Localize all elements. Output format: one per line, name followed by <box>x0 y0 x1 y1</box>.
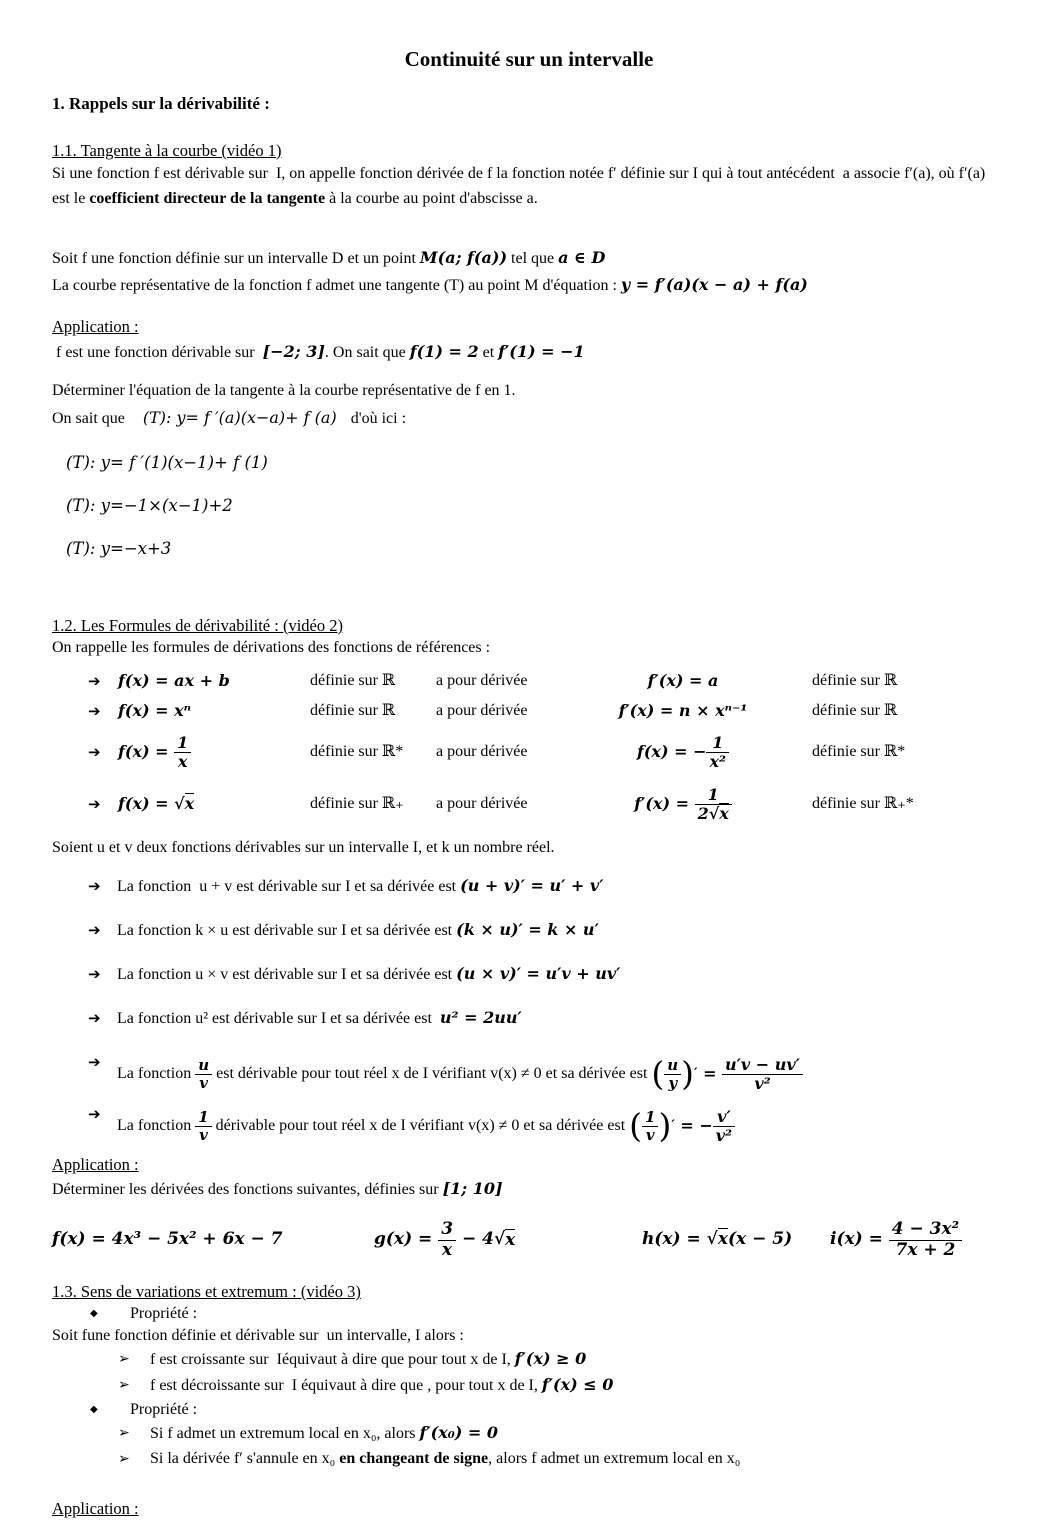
sqrt-radicand: x <box>719 803 729 823</box>
arrow-bullet-icon: ➔ <box>88 1053 101 1071</box>
fraction: $\frac{v'}{\text{v²}}$ <box>713 1108 735 1145</box>
domain-cell: définie sur ℝ <box>310 672 396 689</box>
application-2-heading: Application : <box>52 1155 139 1174</box>
fraction: $\frac{1}{v}$ <box>642 1109 658 1144</box>
fraction: $\frac{1}{2√x}$ <box>695 786 732 823</box>
prime-mark: ′ <box>694 1066 698 1081</box>
function-i: i(x) = $\frac{\text{4 − 3x²}}{7x + 2}$ <box>830 1220 962 1259</box>
diamond-bullet-icon: ◆ <box>90 1308 98 1319</box>
formula-cell: f(x) = $\frac{1}{x}$ <box>118 734 310 771</box>
determiner-line: Déterminer l'équation de la tangente à la courbe représentative de f en 1. <box>52 382 516 399</box>
arrowhead-bullet-icon: ➢ <box>118 1425 130 1441</box>
domain-cell: définie sur ℝ₊ <box>310 795 404 812</box>
arrow-bullet-icon: ➔ <box>88 671 101 690</box>
arrow-bullet-icon: ➔ <box>88 921 101 939</box>
arrow-bullet-icon: ➔ <box>88 794 101 813</box>
extremum-rule-1: ➢ Si f admet un extremum local en x₀, alors f′(x₀) = 0 <box>118 1421 1006 1447</box>
domain-cell: définie sur ℝ <box>310 702 396 719</box>
fraction: $\frac{u}{v}$ <box>195 1057 212 1092</box>
arrow-bullet-icon: ➔ <box>88 965 101 983</box>
fraction: $\frac{u'v - uv'}{\text{v²}}$ <box>722 1056 803 1093</box>
function-g: g(x) = $\frac{3}{x}$ − 4√x <box>374 1219 516 1260</box>
sqrt-radicand: x <box>184 794 195 813</box>
math-tangent-formula: y = f′(a)(x − a) + f(a) <box>620 275 808 294</box>
criterion-decreasing: ➢ f est décroissante sur I équivaut à dire que , pour tout x de I, f′(x) ≤ 0 <box>118 1373 1006 1399</box>
derivation-intro: On rappelle les formules de dérivations des fonctions de références : <box>52 639 491 656</box>
derivative-cell: f′(x) = a <box>647 671 719 690</box>
property-2-bullet: ◆ Propriété : <box>88 1398 1006 1421</box>
mid-cell: a pour dérivée <box>436 743 528 760</box>
derivative-row-linear <box>88 667 1006 695</box>
math-generic-tangent: (T): y= f ′(a)(x−a)+ f (a) <box>142 408 337 427</box>
mid-cell: a pour dérivée <box>436 672 528 689</box>
sqrt-radicand: x <box>505 1229 516 1250</box>
functions-line <box>52 1209 1006 1271</box>
property-1-bullet: ◆ Propriété : <box>88 1302 1006 1325</box>
derivative-cell: f(x) = − $\frac{1}{\text{x²}}$ <box>554 734 812 771</box>
rule-item-product: ➔ La fonction u × v est dérivable sur I et sa dérivée est (u × v)′ = u′v + uv′ <box>88 961 1006 988</box>
sqrt-radicand: x <box>717 1229 728 1250</box>
application-1-heading: Application : <box>52 317 139 336</box>
function-h: h(x) = √x(x − 5) <box>642 1229 793 1250</box>
fraction: $\frac{1}{v}$ <box>195 1109 211 1144</box>
domain-cell: définie sur ℝ <box>812 672 898 689</box>
formula-cell: f(x) = √x <box>118 794 195 813</box>
prime-mark: ′ <box>671 1118 675 1133</box>
function-f: f(x) = 4x³ − 5x² + 6x − 7 <box>52 1229 283 1250</box>
math-condition: f′(x) ≤ 0 <box>541 1374 614 1394</box>
derivative-cell: f′(x) = $\frac{1}{2√x}$ <box>554 786 812 823</box>
math-rule: (u + v)′ = u′ + v′ <box>460 876 604 895</box>
derivative-row-power <box>88 695 1006 727</box>
section-1-1-heading: 1.1. Tangente à la courbe (vidéo 1) <box>52 141 282 160</box>
page-title: Continuité sur un intervalle <box>404 47 654 71</box>
math-condition: f′(x₀) = 0 <box>419 1423 498 1442</box>
fraction: $\frac{1}{x}$ <box>174 734 191 771</box>
domain-cell: définie sur ℝ* <box>310 743 404 760</box>
fraction: $\frac{1}{\text{x²}}$ <box>706 734 729 771</box>
extremum-rule-2: ➢ Si la dérivée f′ s'annule en x₀ en changeant de signe, alors f admet un extremum local en x₀ <box>118 1447 1006 1472</box>
tangent-eq-step-3: (T): y=−x+3 <box>66 539 172 558</box>
property-1-intro: Soit fune fonction définie et dérivable sur un intervalle, I alors : <box>52 1327 464 1344</box>
arrow-bullet-icon: ➔ <box>88 877 101 895</box>
application-3-heading: Application : <box>52 1499 139 1518</box>
section-1-2-heading: 1.2. Les Formules de dérivabilité : (vidéo 2) <box>52 616 343 635</box>
bold-segment: coefficient directeur de la tangente <box>89 190 326 207</box>
math-rule: (k × u)′ = k × u′ <box>456 920 599 939</box>
courbe-line: La courbe représentative de la fonction f admet une tangente (T) au point M d'équation : y = f′(a)(x − a) + f(a) <box>52 275 808 294</box>
soient-line: Soient u et v deux fonctions dérivables sur un intervalle I, et k un nombre réel. <box>52 839 555 856</box>
rule-item-scalar: ➔ La fonction k × u est dérivable sur I et sa dérivée est (k × u)′ = k × u′ <box>88 917 1006 944</box>
tangent-eq-step-2: (T): y=−1×(x−1)+2 <box>66 496 233 515</box>
math-point-M: M(a; f(a)) <box>419 248 508 267</box>
paragraph-tangent-equation <box>52 245 1006 299</box>
rule-item-square: ➔ La fonction u² est dérivable sur I et sa dérivée est u² = 2uu′ <box>88 1005 1006 1032</box>
rule-item-sum: ➔ La fonction u + v est dérivable sur I et sa dérivée est (u + v)′ = u′ + v′ <box>88 873 1006 900</box>
section-1-3-heading: 1.3. Sens de variations et extremum : (vidéo 3) <box>52 1282 361 1301</box>
rule-item-reciprocal: ➔ La fonction $\frac{1}{v}$ dérivable pour tout réel x de I vérifiant v(x) ≠ 0 et sa dérivée est ( $\frac{1}{v}$ ) ′ = − $\frac{v'}{\text{v²}}$ <box>88 1101 1006 1151</box>
math-interval: [1; 10] <box>442 1179 503 1198</box>
fraction: $\frac{\text{4 − 3x²}}{7x + 2}$ <box>889 1220 962 1259</box>
arrow-bullet-icon: ➔ <box>88 1009 101 1027</box>
application-1-statement: f est une fonction dérivable sur [−2; 3]. On sait que f(1) = 2 et f′(1) = −1 <box>52 342 585 361</box>
math-fprime1: f′(1) = −1 <box>498 342 585 361</box>
derivative-row-inverse <box>88 727 1006 777</box>
paragraph-derivative-definition <box>52 161 1006 211</box>
derivative-rules-list <box>52 873 1006 1151</box>
spacer <box>52 563 1006 615</box>
rule-item-quotient: ➔ La fonction $\frac{u}{v}$ est dérivable pour tout réel x de I vérifiant v(x) ≠ 0 et sa dérivée est ( $\frac{u}{y}$ ) ′ = $\frac{u'v - uv'}{\text{v²}}$ <box>88 1049 1006 1099</box>
section-1-heading: 1. Rappels sur la dérivabilité : <box>52 94 270 113</box>
arrowhead-bullet-icon: ➢ <box>118 1450 130 1467</box>
math-condition: f′(x) ≥ 0 <box>514 1349 587 1368</box>
mid-cell: a pour dérivée <box>436 702 528 719</box>
derivative-row-sqrt <box>88 777 1006 831</box>
text-segment: à la courbe au point d'abscisse a. <box>325 190 538 207</box>
fraction: $\frac{3}{x}$ <box>438 1220 456 1259</box>
arrowhead-bullet-icon: ➢ <box>118 1351 130 1367</box>
criterion-increasing: ➢ f est croissante sur Iéquivaut à dire que pour tout x de I, f′(x) ≥ 0 <box>118 1347 1006 1373</box>
domain-cell: définie sur ℝ* <box>812 743 906 760</box>
diamond-bullet-icon: ◆ <box>90 1404 98 1415</box>
formula-cell: f(x) = xⁿ <box>118 701 191 720</box>
arrow-bullet-icon: ➔ <box>88 701 101 720</box>
section-1-3 <box>52 1281 1006 1471</box>
math-rule: u² = 2uu′ <box>439 1008 522 1027</box>
domain-cell: définie sur ℝ <box>812 702 898 719</box>
application-2-intro: Déterminer les dérivées des fonctions suivantes, définies sur [1; 10] <box>52 1179 503 1198</box>
bold-segment: en changeant de signe <box>339 1449 489 1467</box>
math-f1: f(1) = 2 <box>409 342 479 361</box>
derivative-table <box>88 667 1006 831</box>
formula-cell: f(x) = ax + b <box>118 671 230 690</box>
math-a-in-D: a ∈ D <box>558 248 606 267</box>
on-sait-line: On sait que (T): y= f ′(a)(x−a)+ f (a) d'où ici : <box>52 408 407 427</box>
soit-line: Soit f une fonction définie sur un intervalle D et un point M(a; f(a)) tel que a ∈ D <box>52 248 606 267</box>
derivative-cell: f′(x) = n × xⁿ⁻¹ <box>618 701 748 720</box>
text-segment: Si une fonction f est dérivable sur I, on appelle fonction dérivée de f la fonction notée f′ définie sur I qui à tout antécédent a associe f′(a), où f′(a) est le <box>52 165 990 207</box>
domain-cell: définie sur ℝ₊* <box>812 795 914 812</box>
mid-cell: a pour dérivée <box>436 795 528 812</box>
fraction: $\frac{u}{y}$ <box>664 1057 681 1092</box>
math-rule: (u × v)′ = u′v + uv′ <box>456 964 621 983</box>
math-interval: [−2; 3] <box>262 342 325 361</box>
arrow-bullet-icon: ➔ <box>88 742 101 761</box>
tangent-eq-step-1: (T): y= f ′(1)(x−1)+ f (1) <box>66 453 268 472</box>
arrowhead-bullet-icon: ➢ <box>118 1376 130 1393</box>
arrow-bullet-icon: ➔ <box>88 1105 101 1123</box>
